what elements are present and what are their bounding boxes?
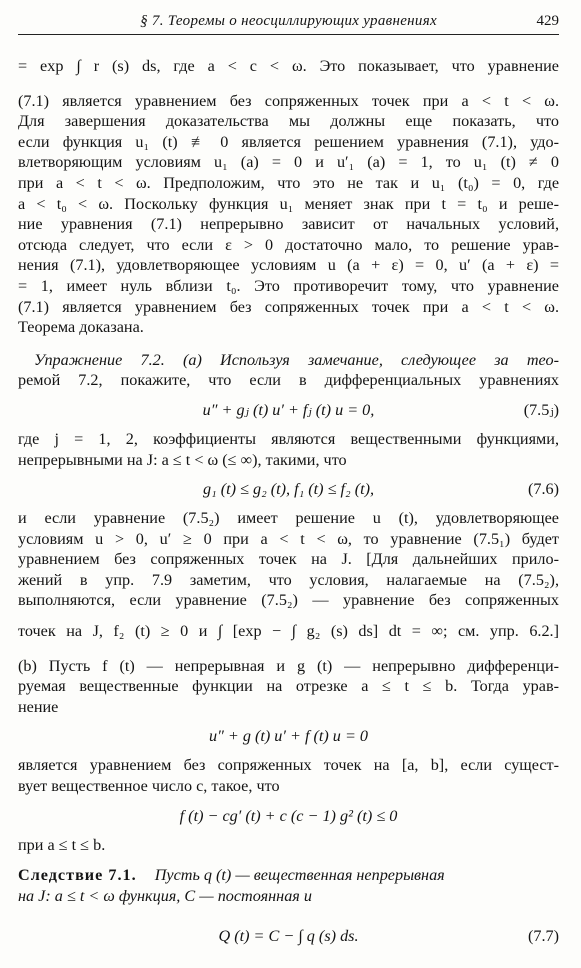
text-line: Теорема доказана.	[18, 318, 144, 337]
equation-7-5j	[18, 395, 559, 425]
text-line: (7.1) является уравнением без сопряженных точек при a < t < ω.	[18, 91, 559, 110]
equation-7-6	[18, 474, 559, 504]
text-line: непрерывными на J: a ≤ t < ω (≤ ∞), такими, что	[18, 450, 347, 469]
text-line: при a < t < ω. Предположим, что это не так и u₁ (t₀) = 0, где	[18, 173, 559, 192]
text-line: руемая вещественные функции на отрезке a ≤ t ≤ b. Тогда урав-	[18, 677, 559, 696]
text-line: уравнением без сопряженных точек на J. [Для дальнейших прило-	[18, 550, 559, 569]
equation-unnumbered-2	[18, 801, 559, 831]
text-line: (b) Пусть f (t) — непрерывная и g (t) — непрерывно дифференци-	[18, 656, 559, 675]
equation-formula: f (t) − cg′ (t) + c (c − 1) g² (t) ≤ 0	[179, 806, 398, 825]
text-line: = exp ∫ r (s) ds, где a < c < ω. Это показывает, что уравнение	[18, 57, 559, 75]
text-line: точек на J, f₂ (t) ≥ 0 и ∫ [exp − ∫ g₂ (s) ds] dt = ∞; см. упр. 6.2.]	[18, 622, 559, 641]
text-line: отсюда следует, что если ε > 0 достаточно мало, то решение урав-	[18, 235, 559, 254]
equation-number: (7.6)	[527, 480, 559, 499]
text-line: влетворяющим условиям u₁ (a) = 0 и u′₁ (a) = 1, то u₁ (t) ≠ 0	[18, 153, 559, 172]
equation-7-7	[18, 910, 559, 964]
page-body	[18, 50, 559, 968]
text-line: ремой 7.2, покажите, что если в дифференциальных уравнениях	[18, 371, 559, 390]
text-line: на J: a ≤ t < ω функция, C — постоянная и	[18, 886, 312, 905]
equation-number: (7.5ⱼ)	[523, 400, 559, 419]
corollary-text: Пусть q (t) — вещественная непрерывная	[154, 866, 445, 885]
corollary-line	[18, 865, 559, 886]
equation-formula: u″ + gⱼ (t) u′ + fⱼ (t) u = 0,	[202, 400, 375, 419]
text-line: условиям u > 0, u′ ≥ 0 при a < t < ω, то уравнение (7.5₁) будет	[18, 529, 559, 548]
text-line: жений в упр. 7.9 заметим, что условия, налагаемые на (7.5₂),	[18, 570, 559, 589]
equation-formula: g₁ (t) ≤ g₂ (t), f₁ (t) ≤ f₂ (t),	[202, 480, 375, 499]
running-title: § 7. Теоремы о неосциллирующих уравнениях	[140, 13, 437, 29]
text-line: Для завершения доказательства мы должны еще показать, что	[18, 112, 559, 131]
text-line: при a ≤ t ≤ b.	[18, 835, 106, 854]
text-line: = 1, имеет нуль вблизи t₀. Это противоречит тому, что уравнение	[18, 276, 559, 295]
text-line: a < t₀ < ω. Поскольку функция u₁ меняет знак при t = t₀ и реше-	[18, 194, 559, 213]
equation-formula: Q (t) = C − ∫ q (s) ds.	[218, 927, 359, 946]
text-line: нения (7.1), удовлетворяющее условиям u (a + ε) = 0, u′ (a + ε) =	[18, 256, 559, 275]
text-line: нение	[18, 697, 59, 716]
page-header	[18, 8, 559, 35]
equation-unnumbered-1	[18, 721, 559, 751]
text-line: является уравнением без сопряженных точек на [a, b], если сущест-	[18, 756, 559, 775]
equation-number: (7.7)	[527, 927, 559, 946]
text-line: вует вещественное число c, такое, что	[18, 777, 280, 796]
text-line: и если уравнение (7.5₂) имеет решение u (t), удовлетворяющее	[18, 509, 559, 528]
text-line: выполняются, если уравнение (7.5₂) — уравнение без сопряженных	[18, 591, 559, 610]
text-line: ние уравнения (7.1) непрерывно зависит от начальных условий,	[18, 215, 559, 234]
text-line: (7.1) является уравнением без сопряженных точек при a < t < ω.	[18, 297, 559, 316]
text-line: где j = 1, 2, коэффициенты являются вещественными функциями,	[18, 429, 559, 448]
text-line: если функция u₁ (t) ≢ 0 является решением уравнения (7.1), удо-	[18, 132, 559, 151]
equation-formula: u″ + g (t) u′ + f (t) u = 0	[208, 727, 369, 746]
page-number: 429	[536, 13, 559, 29]
exercise-heading-line: Упражнение 7.2. (а) Используя замечание, следующее за тео-	[34, 350, 559, 369]
corollary-label: Следствие 7.1.	[18, 866, 137, 885]
